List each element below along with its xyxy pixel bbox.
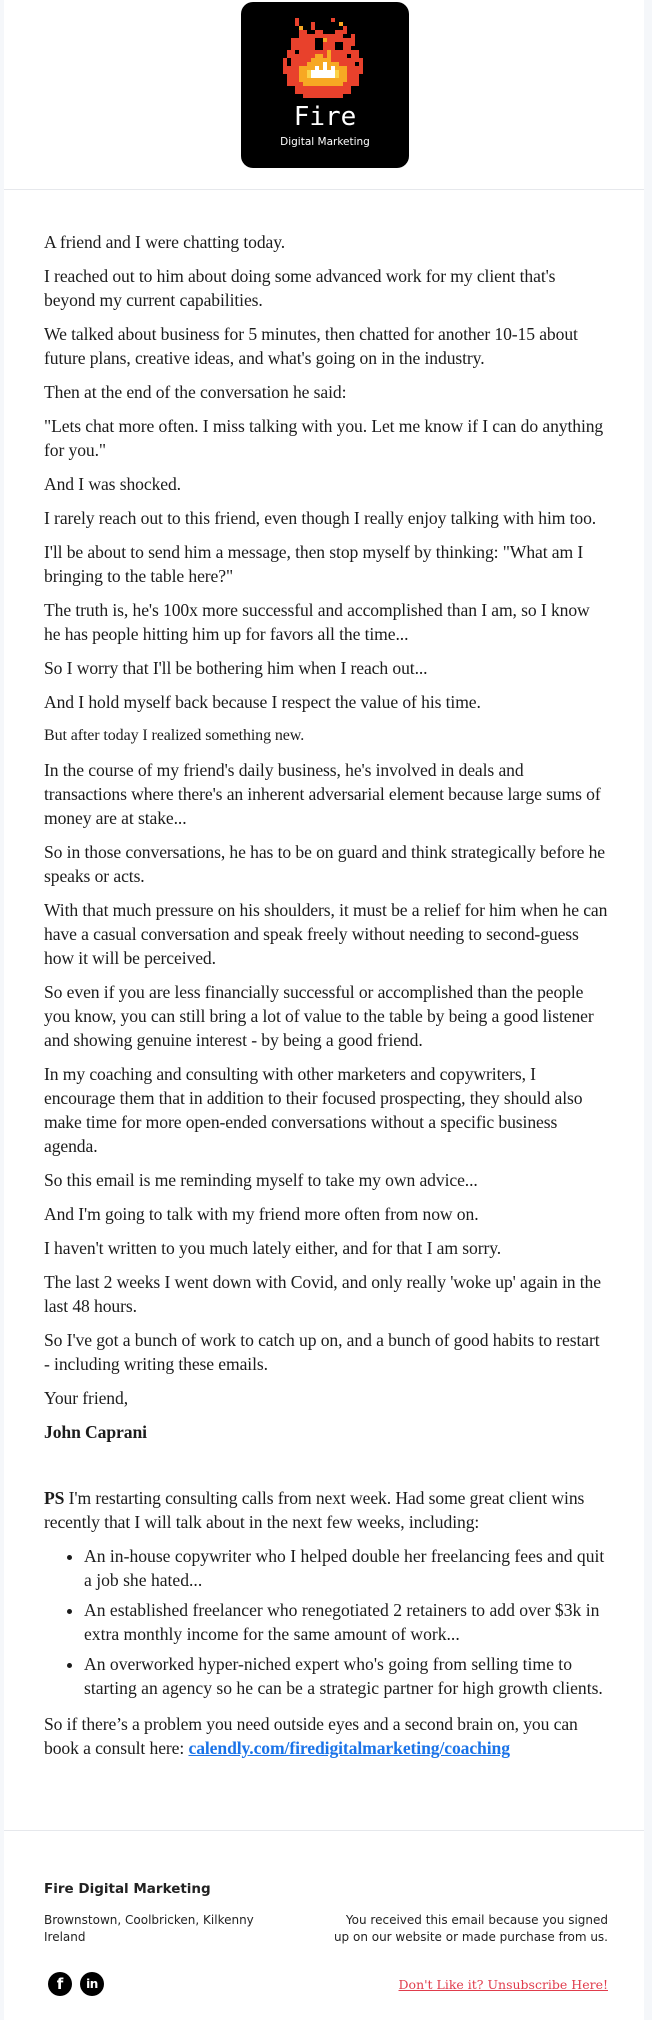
body-paragraph: I rarely reach out to this friend, even though I really enjoy talking with him too. xyxy=(44,508,597,528)
body-paragraph: I haven't written to you much lately either, and for that I am sorry. xyxy=(44,1238,502,1258)
unsubscribe-link[interactable]: Don't Like it? Unsubscribe Here! xyxy=(398,1977,608,1992)
body-paragraph: So I worry that I'll be bothering him when I reach out... xyxy=(44,658,428,678)
body-paragraph: The last 2 weeks I went down with Covid, and only really 'woke up' again in the last 48 hours. xyxy=(44,1272,601,1316)
booking-text: So if there’s a problem you need outside eyes and a second brain on, you can book a consult here: xyxy=(44,1714,578,1758)
body-paragraph: In my coaching and consulting with other marketers and copywriters, I encourage them that in addition to their focused prospecting, they should also make time for more open-ended conversations without a specific business agenda. xyxy=(44,1064,583,1156)
email-card xyxy=(4,0,644,2020)
list-item: • An in-house copywriter who I helped double her freelancing fees and quit a job she hated... xyxy=(84,1544,608,1592)
spacer xyxy=(44,1454,608,1486)
linkedin-icon[interactable]: in xyxy=(80,1972,104,1996)
ps-label: PS xyxy=(44,1488,65,1508)
body-paragraph: So I've got a bunch of work to catch up on, and a bunch of good habits to restart - including writing these emails. xyxy=(44,1330,600,1374)
email-header xyxy=(4,0,644,189)
ps-text: I'm restarting consulting calls from next week. Had some great client wins recently that I will talk about in the next few weeks, including: xyxy=(44,1488,585,1532)
body-paragraph: The truth is, he's 100x more successful and accomplished than I am, so I know he has people hitting him up for favors all the time... xyxy=(44,600,590,644)
body-paragraph: I'll be about to send him a message, then stop myself by thinking: "What am I bringing to the table here?" xyxy=(44,542,584,586)
email-body xyxy=(44,230,608,1770)
email-footer xyxy=(44,1880,608,1993)
footer-divider xyxy=(4,1830,644,1831)
list-item: • An overworked hyper-niched expert who's going from selling time to starting an agency so he can be a strategic partner for high growth clients. xyxy=(84,1652,608,1700)
body-paragraph: A friend and I were chatting today. xyxy=(44,232,286,252)
header-divider xyxy=(4,189,644,190)
address-country: Ireland xyxy=(44,1930,86,1944)
body-paragraph: But after today I realized something new. xyxy=(44,727,305,744)
ps-paragraph xyxy=(44,1486,608,1534)
signoff: Your friend, xyxy=(44,1388,129,1408)
footer-address xyxy=(44,1912,284,1946)
body-paragraph: "Lets chat more often. I miss talking with you. Let me know if I can do anything for you." xyxy=(44,416,604,460)
body-paragraph: So in those conversations, he has to be on guard and think strategically before he speaks or acts. xyxy=(44,842,606,886)
body-paragraph: With that much pressure on his shoulders, it must be a relief for him when he can have a casual conversation and speak freely without needing to second-guess how it will be perceived. xyxy=(44,900,608,968)
calendly-link[interactable]: calendly.com/firedigitalmarketing/coaching xyxy=(188,1738,510,1758)
body-paragraph: In the course of my friend's daily business, he's involved in deals and transactions where there's an inherent adversarial element because large sums of money are at stake... xyxy=(44,760,601,828)
footer-brand: Fire Digital Marketing xyxy=(44,1881,211,1897)
address-line: Brownstown, Coolbricken, Kilkenny xyxy=(44,1913,254,1927)
pixel-flame-icon xyxy=(282,18,368,102)
social-links xyxy=(48,1972,104,1996)
body-paragraph: We talked about business for 5 minutes, then chatted for another 10-15 about future plans, creative ideas, and what's going on in the industry. xyxy=(44,324,578,368)
body-paragraph: And I hold myself back because I respect the value of his time. xyxy=(44,692,481,712)
facebook-icon[interactable]: f xyxy=(48,1972,72,1996)
subscription-notice: You received this email because you signed up on our website or made purchase from us. xyxy=(333,1913,608,1944)
body-paragraph: And I'm going to talk with my friend more often from now on. xyxy=(44,1204,479,1224)
body-paragraph: So this email is me reminding myself to take my own advice... xyxy=(44,1170,478,1190)
body-paragraph: And I was shocked. xyxy=(44,474,181,494)
brand-logo[interactable] xyxy=(241,2,409,168)
body-paragraph: Then at the end of the conversation he said: xyxy=(44,382,347,402)
logo-title: Fire xyxy=(293,102,357,132)
list-item: • An established freelancer who renegotiated 2 retainers to add over $3k in extra monthly income for the same amount of work... xyxy=(84,1598,608,1646)
body-paragraph: I reached out to him about doing some advanced work for my client that's beyond my current capabilities. xyxy=(44,266,556,310)
client-wins-list xyxy=(44,1544,608,1700)
logo-subtitle: Digital Marketing xyxy=(280,136,370,148)
body-paragraph: So even if you are less financially successful or accomplished than the people you know, you can still bring a lot of value to the table by being a good listener and showing genuine interest - by being a good friend. xyxy=(44,982,594,1050)
signature-name: John Caprani xyxy=(44,1422,147,1442)
booking-paragraph xyxy=(44,1712,608,1760)
